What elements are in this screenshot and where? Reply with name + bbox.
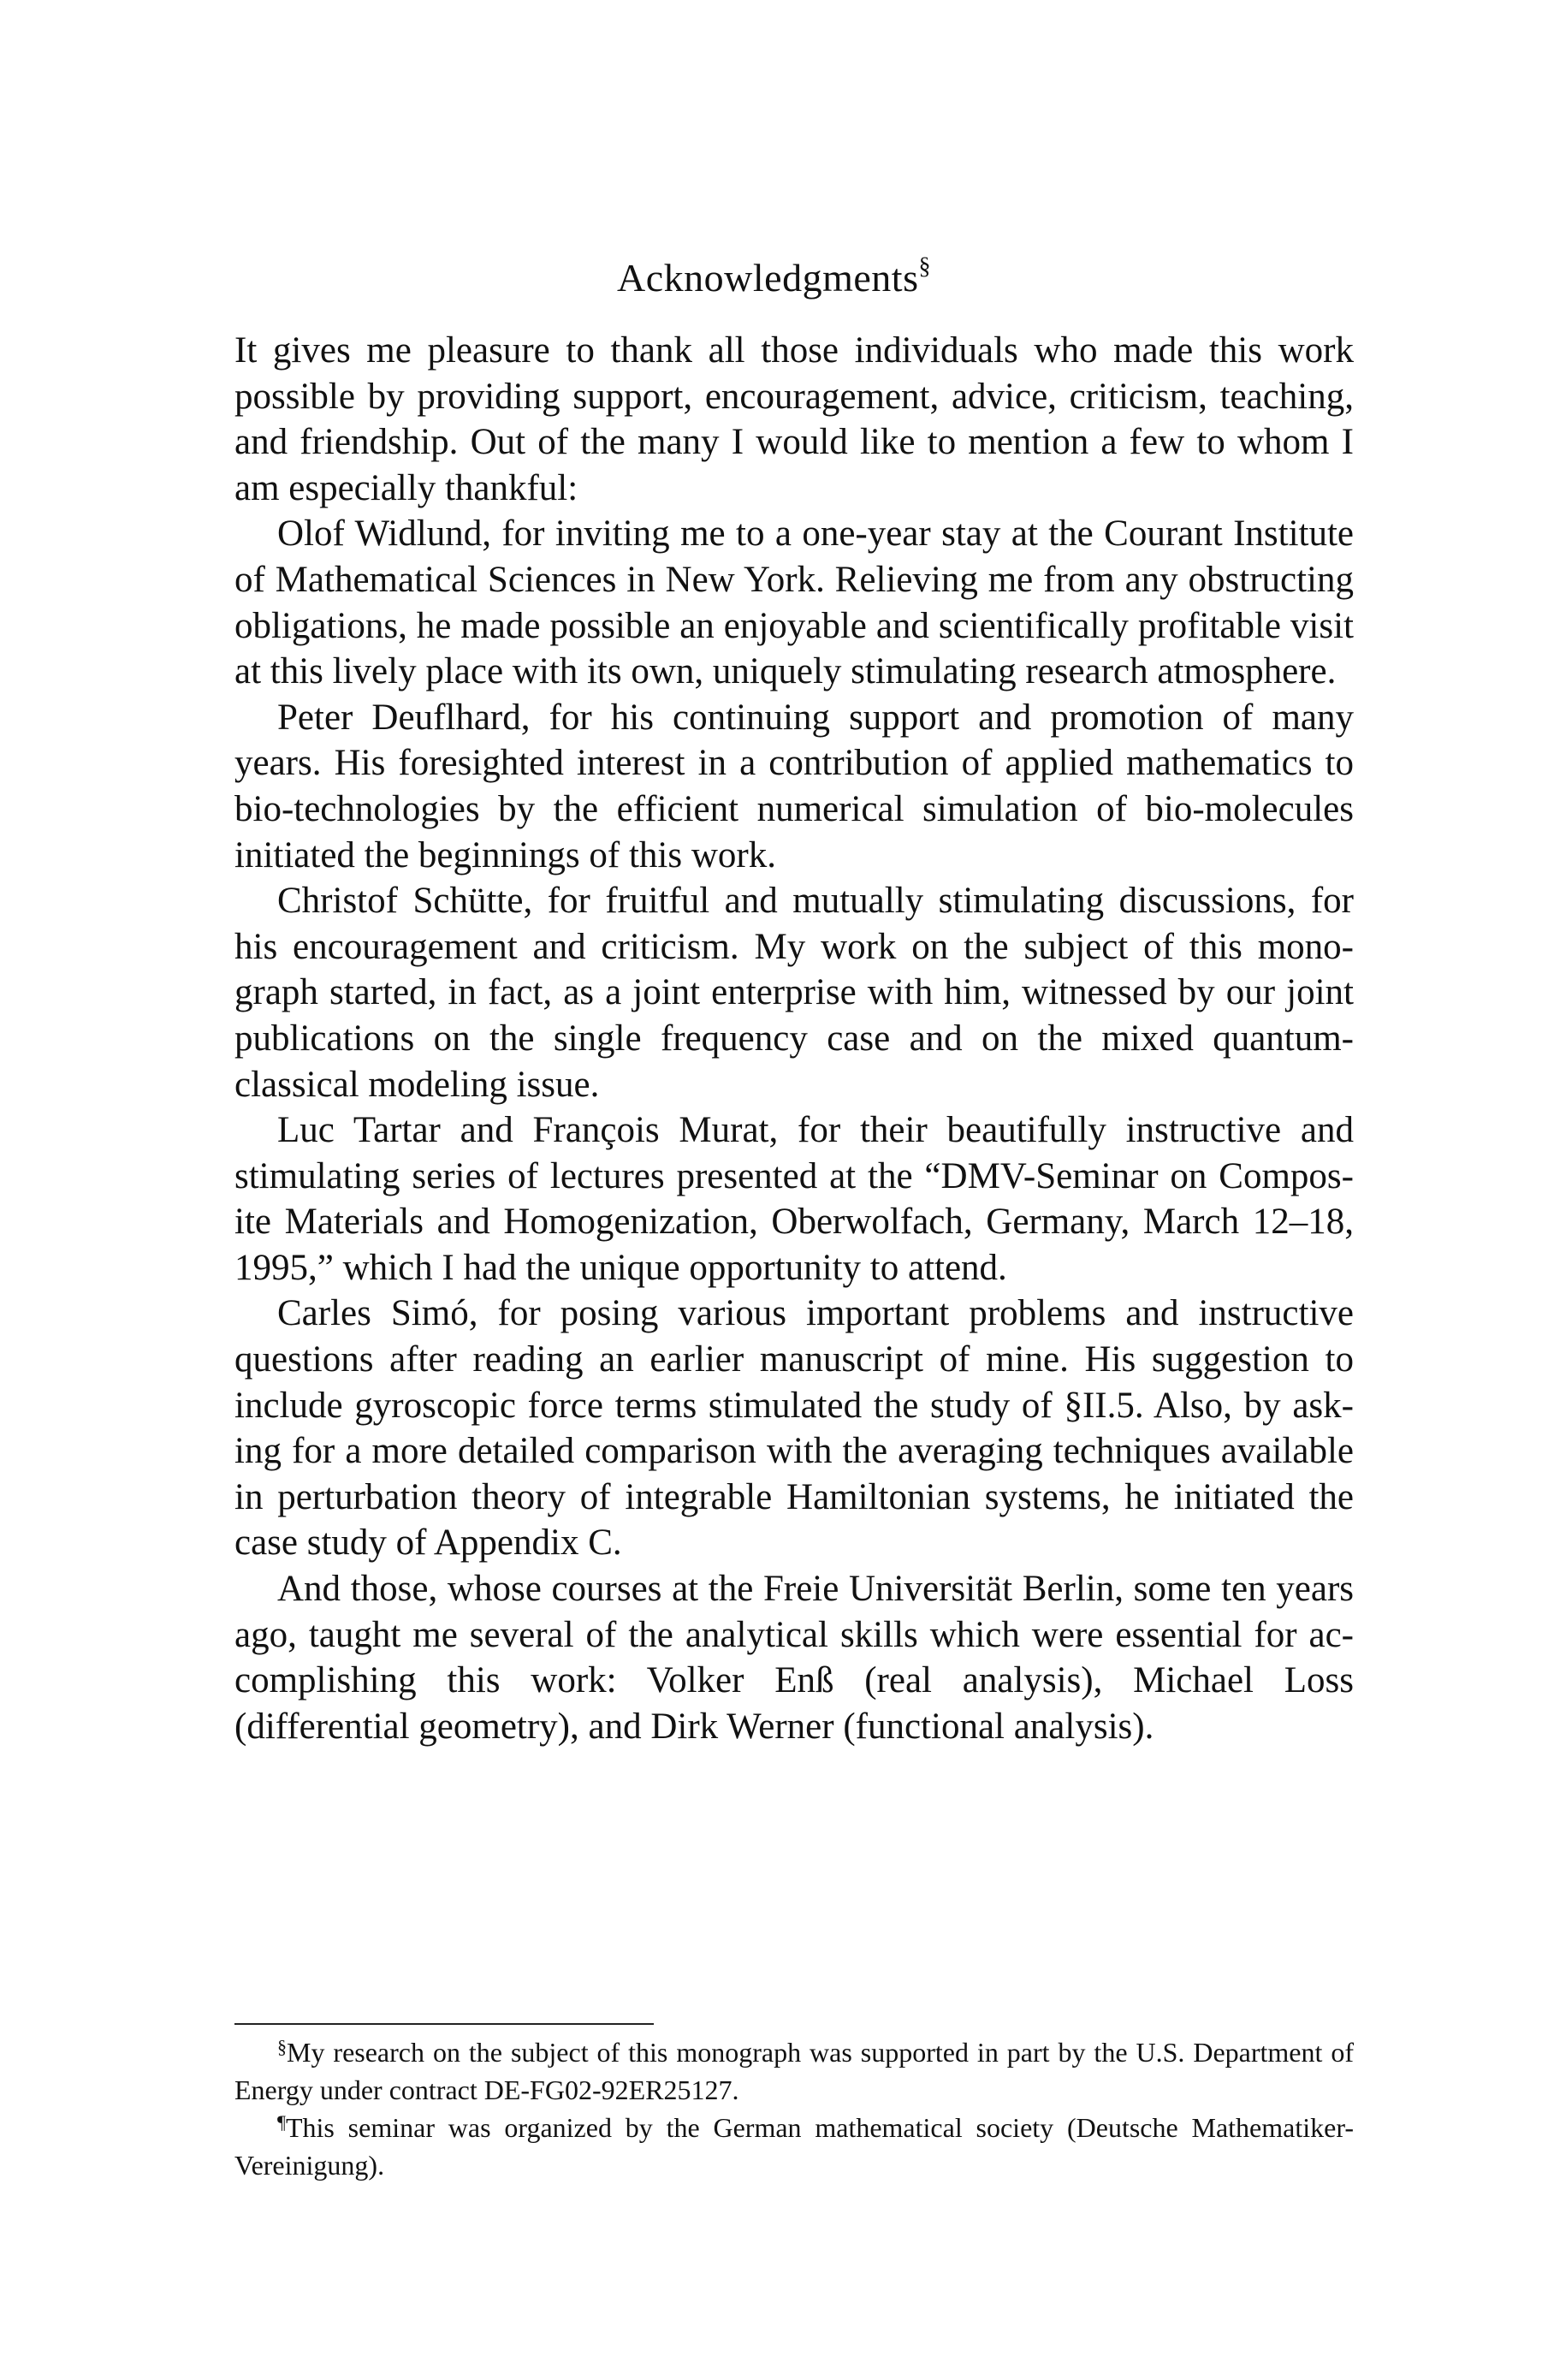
footnote-text: My research on the subject of this monograph was supported in part by the U.S. Department of Energy under contract DE-FG02-92ER25127. xyxy=(234,2037,1354,2105)
paragraph-simo: Carles Simó, for posing various important problems and instructive questions after reading an earlier manuscript of mine. His suggestion to include gyroscopic force terms stimulated the study of §II.5. Also, by asking for a more detailed comparison with the averaging techniques available in perturbation theory of integrable Hamiltonian systems, he initiated the case study of Appendix C. xyxy=(234,1293,1354,1564)
footnote-mark: ¶ xyxy=(277,2111,286,2133)
footnote-item xyxy=(234,2109,1354,2184)
paragraph-widlund: Olof Widlund, for inviting me to a one-year stay at the Courant Institute of Mathematical Sciences in New York. Relieving me from any obstructing obligations, he made possible an enjoyable and scientifically profitable visit at this lively place with its own, uniquely stimulating research atmosphere. xyxy=(234,513,1354,692)
paragraph-berlin-teachers: And those, whose courses at the Freie Universität Berlin, some ten years ago, taught me several of the analytical skills which were essential for accomplishing this work: Volker Enß (real analysis), Michael Loss (differential geometry), and Dirk Werner (functional analysis). xyxy=(234,1569,1354,1747)
title-text: Acknowledgments xyxy=(617,256,919,300)
paragraph-deuflhard: Peter Deuflhard, for his continuing support and promotion of many years. His foresighted interest in a contribution of applied mathematics to bio-technologies by the efficient numerical simulation of bio-molecules initiated the beginnings of this work. xyxy=(234,697,1354,875)
intro-paragraph: It gives me pleasure to thank all those individuals who made this work possible by providing support, encouragement, advice, criticism, teaching, and friendship. Out of the many I would like to mention a few to whom I am especially thankful: xyxy=(234,330,1354,508)
footnote-mark: § xyxy=(277,2036,287,2057)
paragraph-tartar-murat: Luc Tartar and François Murat, for their beautifully instructive and stimulating series of lectures presented at the “DMV-Seminar on Composite Materials and Homogenization, Oberwolfach, Germany, March 12–18, 1995,” which I had the unique opportunity to attend. xyxy=(234,1110,1354,1288)
footnote-item xyxy=(234,2033,1354,2109)
footnote-text: This seminar was organized by the German mathematical society (Deutsche Mathematiker-Vereinigung). xyxy=(234,2112,1354,2181)
title-footnote-mark: § xyxy=(918,253,931,280)
footnotes xyxy=(234,2033,1354,2184)
page-title xyxy=(0,252,1548,304)
footnote-divider xyxy=(234,2023,654,2025)
paragraph-schuette: Christof Schütte, for fruitful and mutually stimulating discussions, for his encouragement and criticism. My work on the subject of this monograph started, in fact, as a joint enterprise with him, witnessed by our joint publications on the single frequency case and on the mixed quantum-classical modeling issue. xyxy=(234,881,1354,1105)
acknowledgments-body xyxy=(234,328,1354,1749)
